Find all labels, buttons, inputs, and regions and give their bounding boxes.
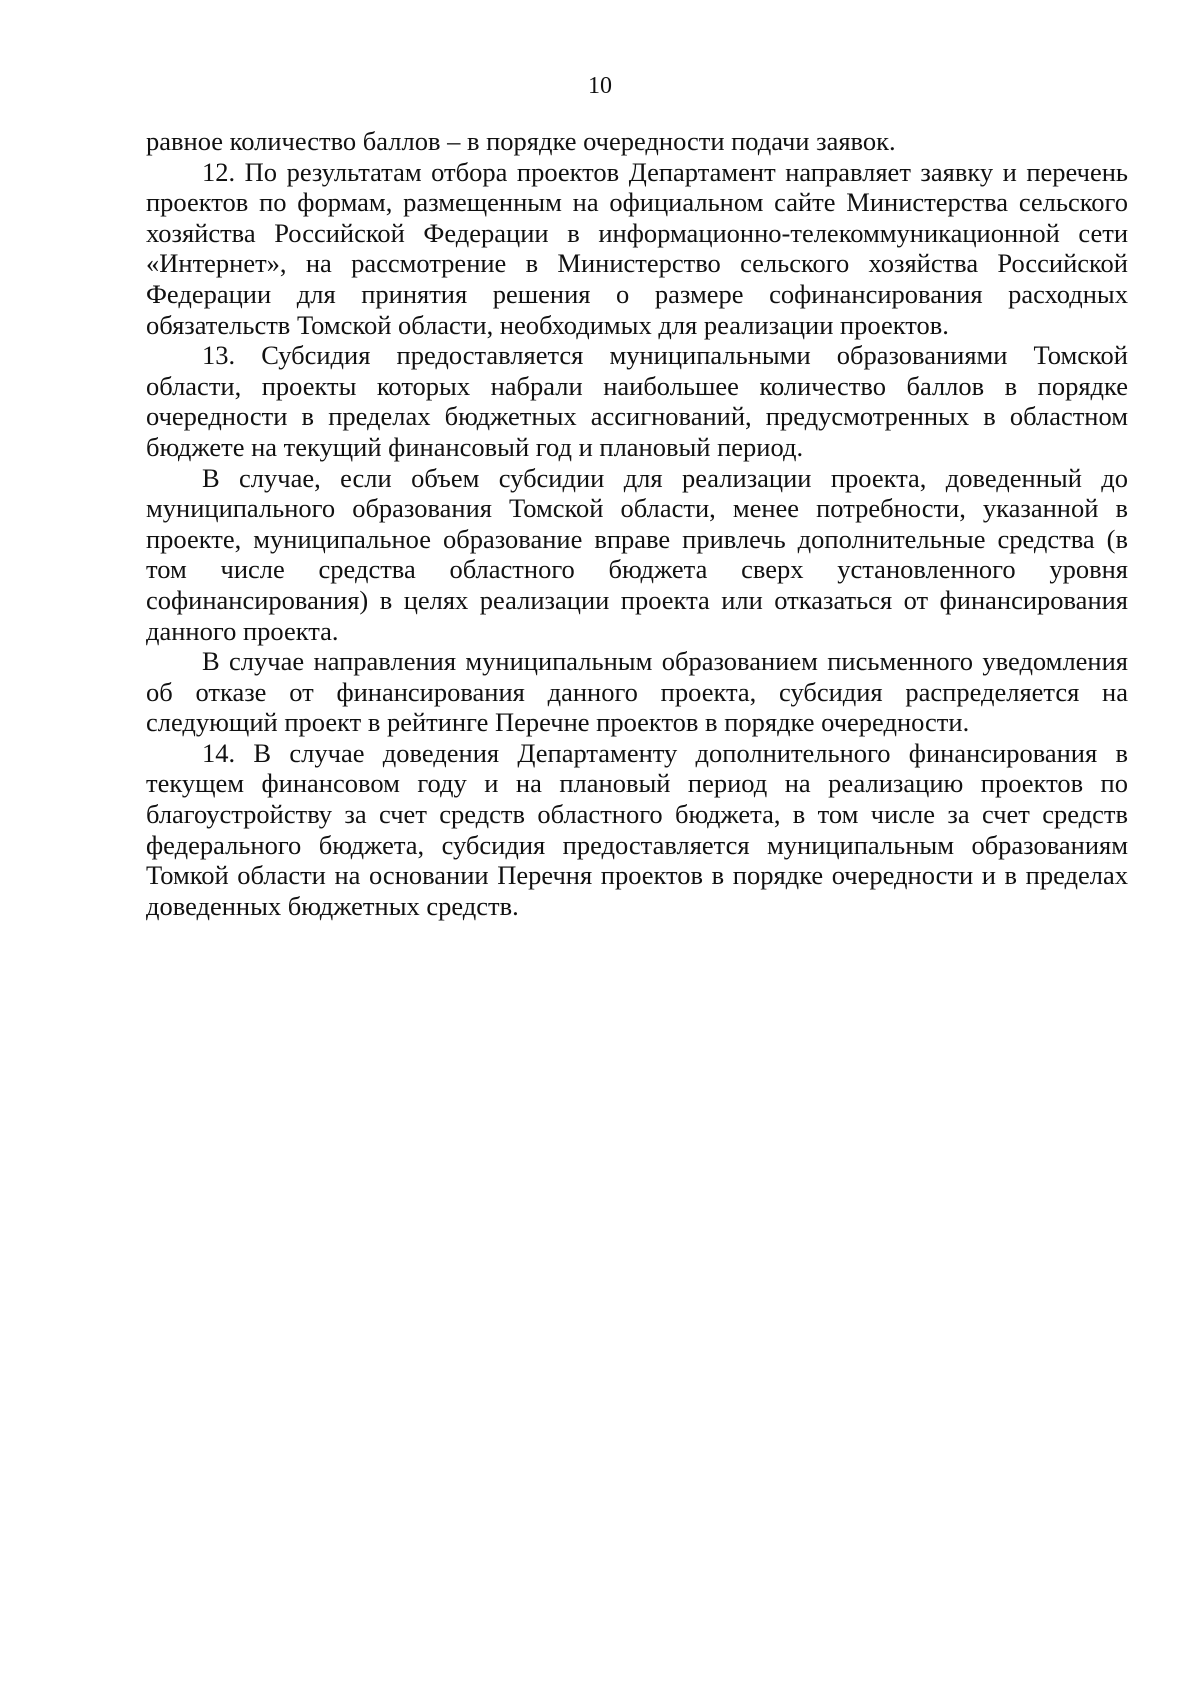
body-text: [146, 126, 1128, 921]
paragraph-subsidy-shortfall: В случае, если объем субсидии для реализации проекта, доведенный до муниципального образования Томской области, менее потребности, указанной в проекте, муниципальное образование вправе привлечь дополнительные средства (в том числе средства областного бюджета сверх установленного уровня софинансирования) в целях реализации проекта или отказаться от финансирования данного проекта.: [146, 462, 1128, 646]
paragraph-item-12: 12. По результатам отбора проектов Департамент направляет заявку и перечень проектов по формам, размещенным на официальном сайте Министерства сельского хозяйства Российской Федерации в информационно-телекоммуникационной сети «Интернет», на рассмотрение в Министерство сельского хозяйства Российской Федерации для принятия решения о размере софинансирования расходных обязательств Томской области, необходимых для реализации проектов.: [146, 156, 1128, 340]
paragraph-refusal-notice: В случае направления муниципальным образованием письменного уведомления об отказе от финансирования данного проекта, субсидия распределяется на следующий проект в рейтинге Перечне проектов в порядке очередности.: [146, 646, 1128, 738]
page-number: 10: [588, 73, 612, 99]
paragraph-item-14: 14. В случае доведения Департаменту дополнительного финансирования в текущем финансовом году и на плановый период на реализацию проектов по благоустройству за счет средств областного бюджета, в том числе за счет средств федерального бюджета, субсидия предоставляется муниципальным образованиям Томкой области на основании Перечня проектов в порядке очередности и в пределах доведенных бюджетных средств.: [146, 737, 1128, 921]
paragraph-continuation: равное количество баллов – в порядке очередности подачи заявок.: [146, 126, 896, 156]
paragraph-item-13: 13. Субсидия предоставляется муниципальными образованиями Томской области, проекты которых набрали наибольшее количество баллов в порядке очередности в пределах бюджетных ассигнований, предусмотренных в областном бюджете на текущий финансовый год и плановый период.: [146, 340, 1128, 462]
